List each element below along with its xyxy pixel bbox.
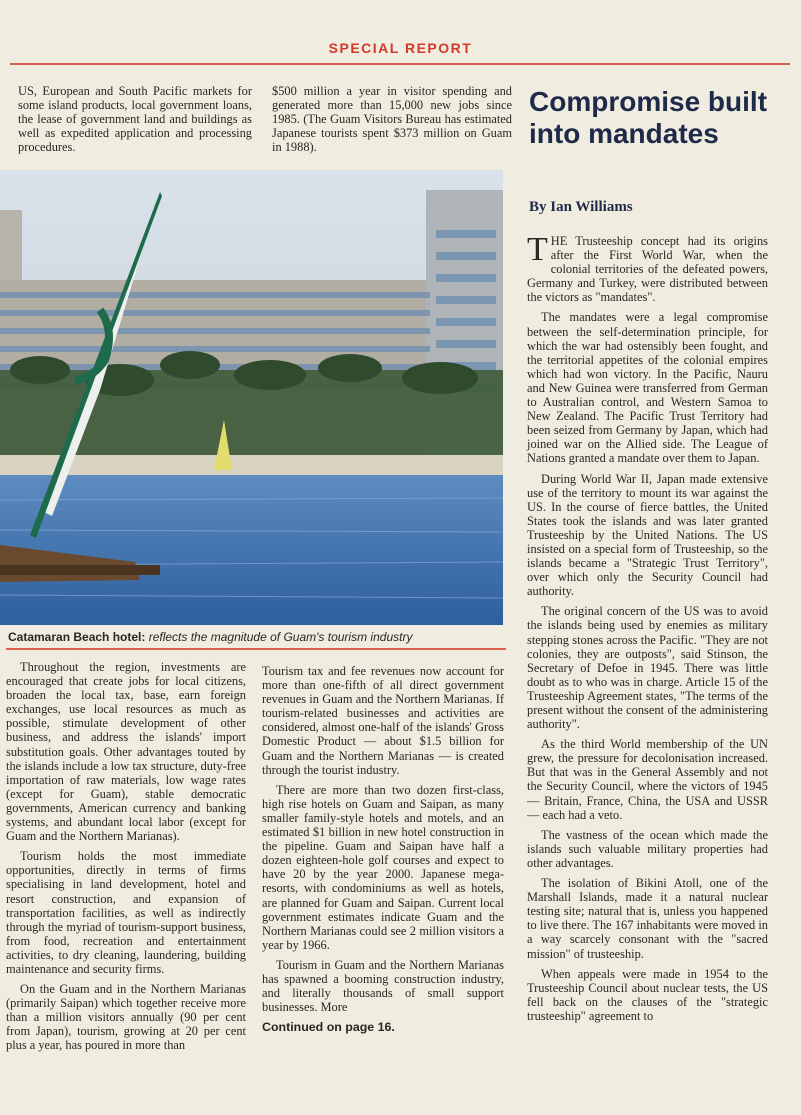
paragraph: The isolation of Bikini Atoll, one of the Marshall Islands, made it a natural nuclear testing site; natural that is, unless you happened to live there. The 167 inhabitants were moved in a way scarcely consonant with the "sacred mission" of trusteeship. — [527, 876, 768, 961]
paragraph: Throughout the region, investments are encouraged that create jobs for local citizens, broaden the local tax, base, earn foreign exchanges, use local resources as much as possible, stimulate development of other business, and address the islands' import substitution goals. Other advantages touted by the islands include a low tax structure, duty-free importation of raw materials, low wage rates (except for Guam), stable democratic governments, American currency and banking systems, and abundant local labor (except for Guam and the Northern Marianas). — [6, 660, 246, 844]
bottom-middle-column — [262, 664, 504, 1040]
caption-title: Catamaran Beach hotel: — [8, 630, 146, 644]
paragraph: $500 million a year in visitor spending and generated more than 15,000 new jobs since 1985. (The Guam Visitors Bureau has estimated Japanese tourists spent $373 million on Guam in 1988). — [272, 84, 512, 155]
paragraph: During World War II, Japan made extensive use of the territory to mount its war against the US. In the course of fierce battles, the United States took the islands and was later granted Trusteeship by the United Nations. The US insisted on a special form of Trusteeship, so the islands became a "Strategic Trust Territory", over which only the Security Council had authority. — [527, 471, 768, 599]
paragraph: When appeals were made in 1954 to the Trusteeship Council about nuclear tests, the US fell back on the clauses of the "strategic trusteeship" agreement to — [527, 966, 768, 1023]
top-rule — [10, 63, 790, 65]
photo-caption — [8, 630, 506, 644]
top-left-column — [18, 84, 252, 160]
first-paragraph-text: HE Trusteeship concept had its origins after the First World War, when the colonial territories of the defeated powers, Germany and Turkey, were distributed between the victors as "mandates". — [527, 234, 768, 305]
paragraph: Tourism tax and fee revenues now account for more than one-fifth of all direct government revenues in Guam and the Northern Marianas. If tourism-related businesses and activities are considered, almost one-half of the islands' Gross Domestic Product — about $1.5 billion for Guam and the Northern Marianas — is created through the tourist industry. — [262, 664, 504, 777]
section-header: SPECIAL REPORT — [328, 40, 473, 56]
caption-text: reflects the magnitude of Guam's tourism industry — [145, 630, 413, 644]
drop-cap: T — [527, 231, 548, 268]
paragraph: The mandates were a legal compromise between the self-determination principle, for which the war had ostensibly been fought, and the territorial appetites of the colonial empires which had won victory. In the Pacific, Nauru and New Guinea were transferred from German to Australian control, and Western Samoa to New Zealand. The Pacific Trust Territory had been seized from Germany by Japan, which had joined war on the Allied side. The League of Nations granted a mandate over them to Japan. — [527, 310, 768, 466]
paragraph: US, European and South Pacific markets for some island products, local government loans, the lease of government land and buildings as well as expedited application and processing procedures. — [18, 84, 252, 155]
bottom-left-column — [6, 660, 246, 1059]
hotel-photo — [0, 170, 503, 625]
paragraph: On the Guam and in the Northern Marianas (primarily Saipan) which together receive more than a million visitors annually (90 per cent from Japan), tourism, growing at 20 per cent plus a year, has poured in more than — [6, 982, 246, 1053]
paragraph: There are more than two dozen first-class, high rise hotels on Guam and Saipan, as many smaller family-style hotels and motels, and an estimated $1 billion in new hotel construction in the pipeline. Guam and Saipan have half a dozen eighteen-hole golf courses and expect to have 20 by the year 2000. Japanese mega-resorts, with condominiums as well as hotels, are planned for Guam and Saipan. Current local government estimates indicate Guam and the Northern Marianas could see 2 million visitors a year by 1966. — [262, 782, 504, 952]
paragraph: The vastness of the ocean which made the islands such valuable military properties had other advantages. — [527, 827, 768, 870]
caption-rule — [6, 648, 506, 650]
paragraph: As the third World membership of the UN grew, the pressure for decolonisation increased. But that was in the General Assembly and not the Security Council, where the victors of 1945 — Britain, France, China, the USA and USSR — each had a veto. — [527, 737, 768, 822]
paragraph: Tourism holds the most immediate opportunities, directly in terms of firms specialising in land development, hotel and resort construction, and expansion of transportation facilities, as well as indirectly through the myriad of tourism-support business, from food, recreation and entertainment activities, to dry cleaning, laundering, building maintenance and security firms. — [6, 849, 246, 976]
paragraph: The original concern of the US was to avoid the islands being used by enemies as military stepping stones across the Pacific. "They are not colonies, they are outposts", said Stinson, the Secretary of Defoe in 1945. There was little doubt as to who was in charge. Article 15 of the Trusteeship Agreement states, "The terms of the present without the consent of the administering authority". — [527, 604, 768, 732]
paragraph: Tourism in Guam and the Northern Marianas has spawned a booming construction industry, and literally thousands of small support businesses. More — [262, 957, 504, 1015]
article-headline: Compromise built into mandates — [529, 86, 768, 149]
article-column — [527, 231, 768, 1029]
top-middle-column — [272, 84, 512, 160]
continued-link[interactable]: Continued on page 16. — [262, 1020, 395, 1035]
article-byline: By Ian Williams — [529, 199, 633, 215]
article-first-paragraph — [527, 231, 768, 305]
hotel-photo-image — [0, 170, 503, 625]
